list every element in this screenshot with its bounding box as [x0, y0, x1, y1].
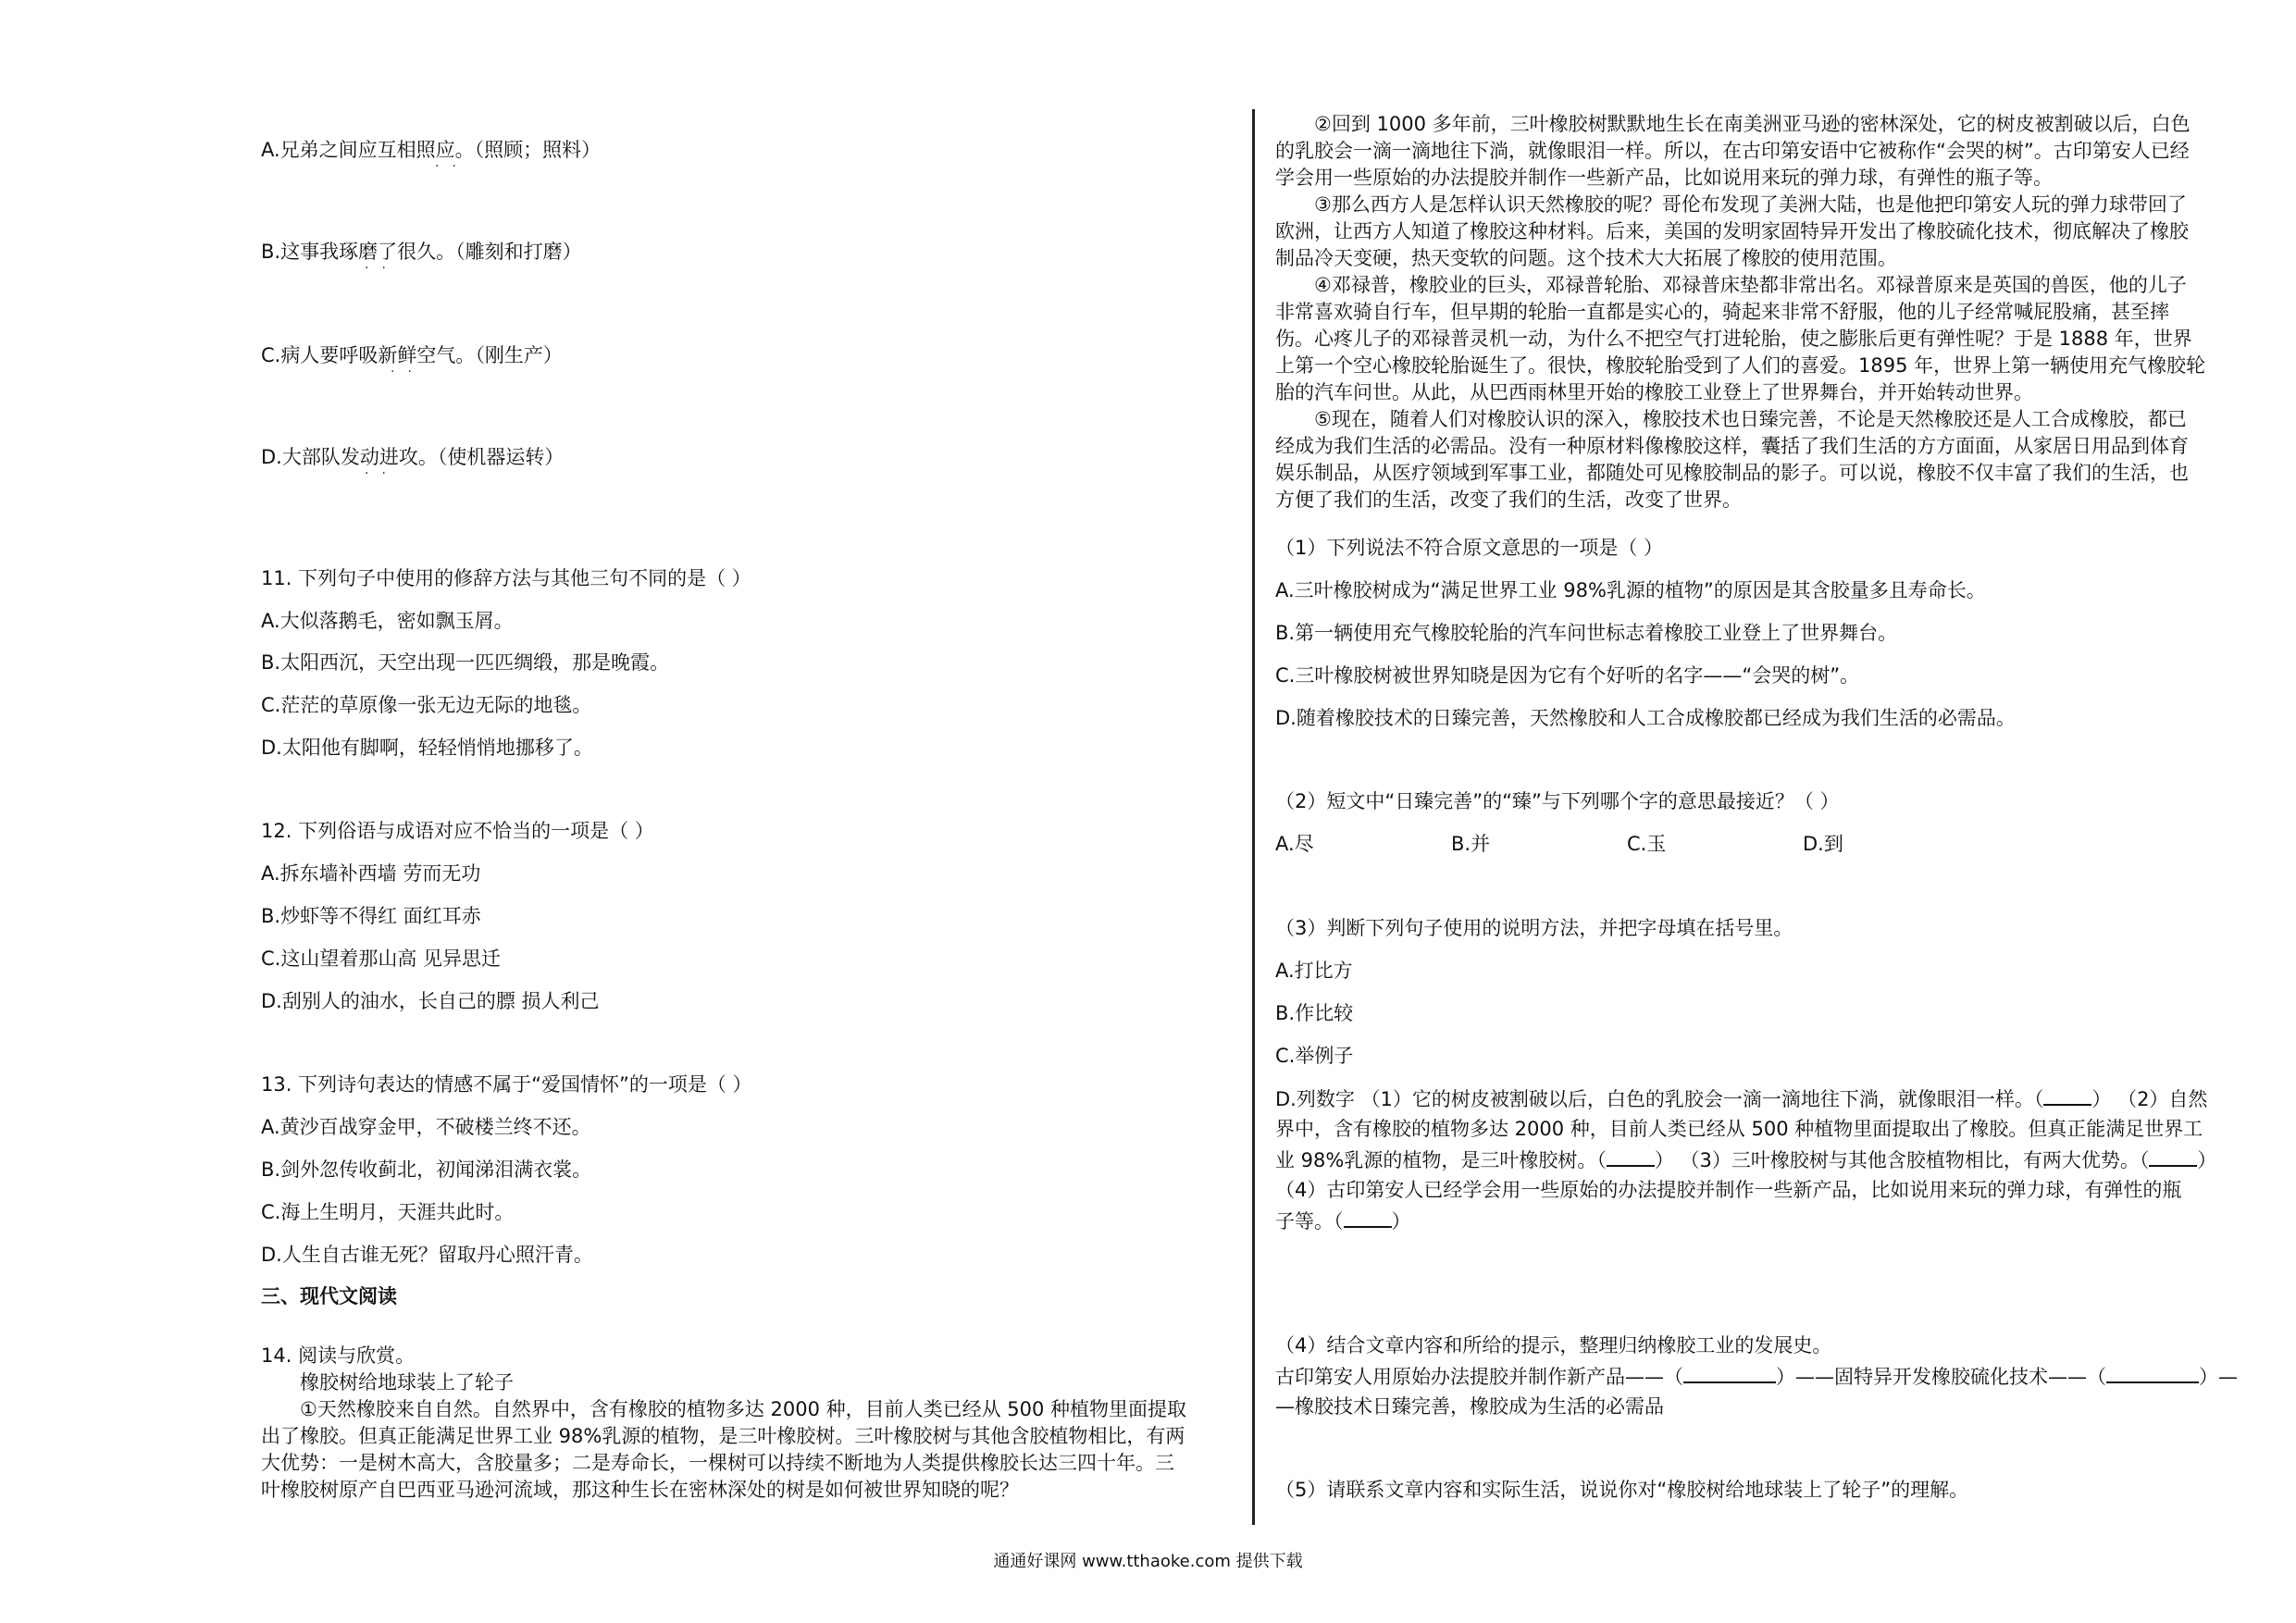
- sub1-option-c: C.三叶橡胶树被世界知晓是因为它有个好听的名字——“会哭的树”。: [1275, 664, 1860, 687]
- q13-option-d: D.人生自古谁无死？留取丹心照汗青。: [261, 1244, 593, 1266]
- sub3-option-b: B.作比较: [1275, 1002, 1354, 1024]
- q13-stem: 13. 下列诗句表达的情感不属于“爱国情怀”的一项是（ ）: [261, 1073, 752, 1096]
- sub3-stem: （3）判断下列句子使用的说明方法，并把字母填在括号里。: [1275, 917, 1793, 939]
- sub3-option-c: C.举例子: [1275, 1045, 1354, 1067]
- q13-option-b: B.剑外忽传收蓟北，初闻涕泪满衣裳。: [261, 1158, 592, 1181]
- passage-line: ②回到 1000 多年前，三叶橡胶树默默地生长在南美洲亚马逊的密林深处，它的树皮被割破以后，白色: [1314, 113, 2191, 135]
- emphasis-dots: ··: [435, 159, 469, 174]
- sub3-option-d-line: D.列数字 （1）它的树皮被割破以后，白色的乳胶会一滴一滴地往下淌，就像眼泪一样。（ ） （2）自然: [1275, 1085, 2207, 1112]
- sub2-option-d: D.到: [1803, 833, 1843, 855]
- passage-line: 非常喜欢骑自行车，但早期的轮胎一直都是实心的，骑起来非常不舒服，他的儿子经常喊屁股痛，甚至摔: [1275, 301, 2169, 323]
- passage-line: 经成为我们生活的必需品。没有一种原材料像橡胶这样，囊括了我们生活的方方面面，从家居日用品到体育: [1275, 435, 2189, 457]
- q10-option-b: B.这事我琢磨了很久。（雕刻和打磨）: [261, 241, 582, 263]
- q12-option-a: A.拆东墙补西墙 劳而无功: [261, 862, 481, 885]
- passage-line: ①天然橡胶来自自然。自然界中，含有橡胶的植物多达 2000 种，目前人类已经从 500 种植物里面提取: [300, 1398, 1187, 1420]
- q11-option-a: A.大似落鹅毛，密如飘玉屑。: [261, 610, 514, 632]
- sub3-line: （4）古印第安人已经学会用一些原始的办法提胶并制作一些新产品，比如说用来玩的弹力球，有弹性的瓶: [1275, 1179, 2182, 1201]
- passage-line: 大优势：一是树木高大，含胶量多；二是寿命长，一棵树可以持续不断地为人类提供橡胶长达三四十年。三: [261, 1452, 1174, 1474]
- q12-option-b: B.炒虾等不得红 面红耳赤: [261, 905, 481, 927]
- passage-line: 娱乐制品，从医疗领域到军事工业，都随处可见橡胶制品的影子。可以说，橡胶不仅丰富了我们的生活，也: [1275, 462, 2189, 484]
- sub3-line: 子等。（ ）: [1275, 1208, 1411, 1234]
- sub3-option-a: A.打比方: [1275, 960, 1353, 982]
- sub2-option-a: A.尽: [1275, 833, 1314, 855]
- sub3-line: 业 98%乳源的植物，是三叶橡胶树。（ ） （3）三叶橡胶树与其他含胶植物相比，有两大优势。（ ）: [1275, 1146, 2216, 1173]
- passage-line: 出了橡胶。但真正能满足世界工业 98%乳源的植物，是三叶橡胶树。三叶橡胶树与其他含胶植物相比，有两: [261, 1425, 1185, 1447]
- sub4-line: 古印第安人用原始办法提胶并制作新产品——（ ）——固特异开发橡胶硫化技术——（ ）—: [1275, 1363, 2238, 1390]
- q14-stem: 14. 阅读与欣赏。: [261, 1344, 416, 1367]
- answer-blank[interactable]: [1607, 1146, 1655, 1167]
- passage-line: ④邓禄普，橡胶业的巨头，邓禄普轮胎、邓禄普床垫都非常出名。邓禄普原来是英国的兽医，他的儿子: [1314, 274, 2187, 296]
- sub2-option-c: C.玉: [1627, 833, 1667, 855]
- answer-blank[interactable]: [2043, 1085, 2091, 1106]
- sub2-stem: （2）短文中“日臻完善”的“臻”与下列哪个字的意思最接近？（ ）: [1275, 790, 1840, 812]
- passage-line: 方便了我们的生活，改变了我们的生活，改变了世界。: [1275, 489, 1742, 511]
- q10-option-d: D.大部队发动进攻。（使机器运转）: [261, 446, 565, 468]
- passage-line: ③那么西方人是怎样认识天然橡胶的呢？哥伦布发现了美洲大陆，也是他把印第安人玩的弹力球带回了: [1314, 193, 2187, 216]
- emphasis-dots: ··: [365, 466, 399, 481]
- passage-line: 胎的汽车问世。从此，从巴西雨林里开始的橡胶工业登上了世界舞台，并开始转动世界。: [1275, 381, 2033, 403]
- answer-blank[interactable]: [1344, 1208, 1392, 1228]
- passage-line: 伤。心疼儿子的邓禄普灵机一动，为什么不把空气打进轮胎，使之膨胀后更有弹性呢？于是 1888 年，世界: [1275, 328, 2192, 350]
- emphasis-dots: ··: [365, 261, 399, 276]
- answer-blank[interactable]: [1683, 1363, 1776, 1383]
- q11-option-c: C.茫茫的草原像一张无边无际的地毯。: [261, 694, 592, 716]
- article-title: 橡胶树给地球装上了轮子: [300, 1371, 514, 1394]
- sub1-option-b: B.第一辆使用充气橡胶轮胎的汽车问世标志着橡胶工业登上了世界舞台。: [1275, 622, 1898, 644]
- q12-option-d: D.刮别人的油水，长自己的膘 损人利己: [261, 990, 600, 1012]
- sub1-option-d: D.随着橡胶技术的日臻完善，天然橡胶和人工合成橡胶都已经成为我们生活的必需品。: [1275, 707, 2016, 729]
- page-footer: 通通好课网 www.tthaoke.com 提供下载: [993, 1552, 1303, 1571]
- passage-line: 的乳胶会一滴一滴地往下淌，就像眼泪一样。所以，在古印第安语中它被称作“会哭的树”。古印第安人已经: [1275, 140, 2190, 162]
- q10-option-a: A.兄弟之间应互相照应。（照顾；照料）: [261, 139, 602, 161]
- passage-line: 上第一个空心橡胶轮胎诞生了。很快，橡胶轮胎受到了人们的喜爱。1895 年，世界上第一辆使用充气橡胶轮: [1275, 354, 2206, 377]
- q11-stem: 11. 下列句子中使用的修辞方法与其他三句不同的是（ ）: [261, 567, 751, 589]
- passage-line: 学会用一些原始的办法提胶并制作一些新产品，比如说用来玩的弹力球，有弹性的瓶子等。: [1275, 167, 2053, 189]
- section-heading: 三、现代文阅读: [261, 1285, 397, 1307]
- sub4-line: —橡胶技术日臻完善，橡胶成为生活的必需品: [1275, 1395, 1664, 1418]
- passage-line: 制品冷天变硬，热天变软的问题。这个技术大大拓展了橡胶的使用范围。: [1275, 247, 1897, 269]
- sub1-option-a: A.三叶橡胶树成为“满足世界工业 98%乳源的植物”的原因是其含胶量多且寿命长。: [1275, 579, 1986, 601]
- passage-line: ⑤现在，随着人们对橡胶认识的深入，橡胶技术也日臻完善，不论是天然橡胶还是人工合成橡胶，都已: [1314, 408, 2187, 430]
- q13-option-a: A.黄沙百战穿金甲，不破楼兰终不还。: [261, 1116, 591, 1138]
- q11-option-b: B.太阳西沉，天空出现一匹匹绸缎，那是晚霞。: [261, 651, 670, 674]
- column-divider: [1252, 109, 1255, 1525]
- passage-line: 欧洲，让西方人知道了橡胶这种材料。后来，美国的发明家固特异开发出了橡胶硫化技术，彻底解决了橡胶: [1275, 220, 2189, 242]
- q10-option-c: C.病人要呼吸新鲜空气。（刚生产）: [261, 344, 563, 366]
- passage-line: 叶橡胶树原产自巴西亚马逊河流域，那这种生长在密林深处的树是如何被世界知晓的呢？: [261, 1479, 1019, 1501]
- sub3-line: 界中，含有橡胶的植物多达 2000 种，目前人类已经从 500 种植物里面提取出了橡胶。但真正能满足世界工: [1275, 1118, 2203, 1140]
- q11-option-d: D.太阳他有脚啊，轻轻悄悄地挪移了。: [261, 737, 593, 759]
- q13-option-c: C.海上生明月，天涯共此时。: [261, 1201, 515, 1223]
- sub4-stem: （4）结合文章内容和所给的提示，整理归纳橡胶工业的发展史。: [1275, 1334, 1832, 1357]
- q12-option-c: C.这山望着那山高 见异思迁: [261, 948, 502, 970]
- answer-blank[interactable]: [2106, 1363, 2199, 1383]
- answer-blank[interactable]: [2149, 1146, 2197, 1167]
- sub2-option-b: B.并: [1451, 833, 1491, 855]
- q12-stem: 12. 下列俗语与成语对应不恰当的一项是（ ）: [261, 820, 654, 842]
- emphasis-dots: ··: [391, 365, 425, 379]
- sub5-stem: （5）请联系文章内容和实际生活，说说你对“橡胶树给地球装上了轮子”的理解。: [1275, 1479, 1969, 1501]
- sub1-stem: （1）下列说法不符合原文意思的一项是（ ）: [1275, 537, 1664, 559]
